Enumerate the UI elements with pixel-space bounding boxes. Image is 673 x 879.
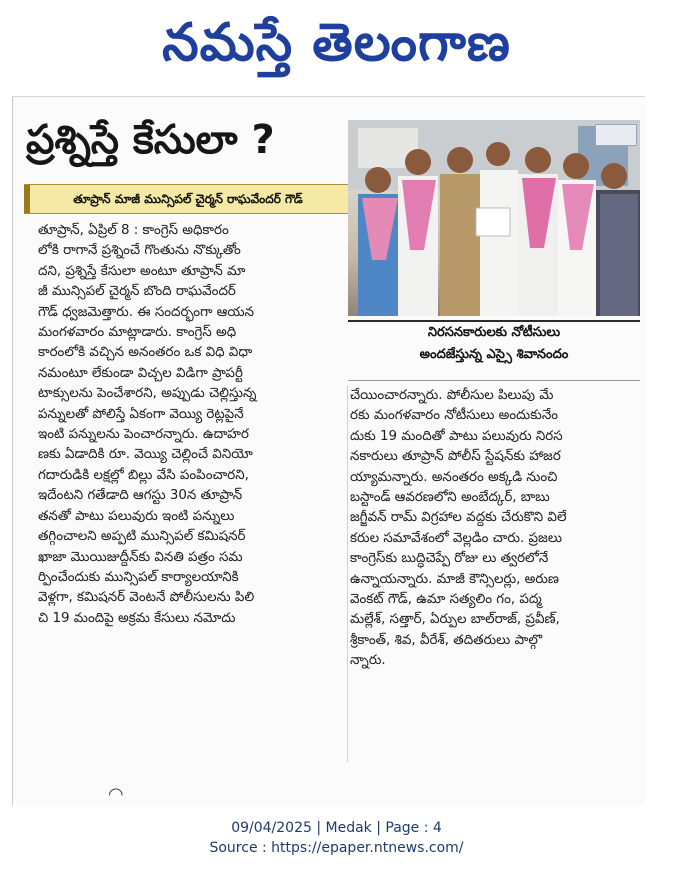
photo-caption bbox=[348, 320, 640, 381]
article-line: గౌడ్ ధ్వజమెత్తారు. ఈ సందర్భంగా ఆయన bbox=[38, 304, 254, 320]
column-divider bbox=[347, 386, 348, 762]
page-footer bbox=[0, 818, 673, 858]
article-line: న్నారు. bbox=[350, 653, 386, 669]
article-line: జీ మున్సిపల్ చైర్మన్ బొంది రాఘవేందర్ bbox=[38, 284, 236, 300]
article-line: ర్పించేందుకు మున్సిపల్ కార్యాలయానికి bbox=[38, 569, 239, 585]
news-photo-illustration bbox=[348, 120, 640, 316]
article-line: నకారులు తూప్రాన్ పోలీస్ స్టేషన్‌కు హాజర bbox=[350, 449, 561, 465]
article-line: ఖాజా మొయిజుద్దీన్‌కు వినతి పత్రం సమ bbox=[38, 549, 243, 565]
photo-caption-line: అందజేస్తున్న ఎస్సై శివానందం bbox=[419, 347, 569, 362]
article-line: కాంగ్రెస్‌కు బుద్ధిచెప్పే రోజు లు త్వరలోనే bbox=[350, 551, 549, 567]
article-line: కరుల సమావేశంలో వెల్లడిం చారు. ప్రజలు bbox=[350, 530, 562, 546]
article-line: తగ్గించాలని అప్పటి మున్సిపల్ కమిషనర్ bbox=[38, 529, 246, 545]
article-headline: ప్రశ్నిస్తే కేసులా ? bbox=[26, 117, 275, 163]
article-line: దుకు 19 మందితో పాటు పలువురు నిరస bbox=[350, 428, 563, 444]
article-line: పన్నులతో పోలిస్తే ఏకంగా వెయ్యి రెట్లపైనే bbox=[38, 406, 244, 422]
clipped-next-article-fragment: ◠ bbox=[108, 788, 124, 802]
article-line: తనతో పాటు పలువురు ఇంటి పన్నులు bbox=[38, 508, 235, 524]
article-line: ఇంటి పన్నులను పెంచారన్నారు. ఉదాహర bbox=[38, 427, 249, 443]
article-line: తూప్రాన్, ఏప్రిల్ 8 : కాంగ్రెస్ అధికారం bbox=[38, 223, 229, 238]
news-photo bbox=[348, 120, 640, 316]
article-line: నమంటూ లేకుండా విచ్చల విడిగా ప్రాపర్టీ bbox=[38, 365, 243, 381]
article-line: య్యామన్నారు. అనంతరం అక్కడి నుంచి bbox=[350, 469, 558, 485]
article-line: చేయించారన్నారు. పోలీసుల పిలుపు మే bbox=[350, 388, 554, 403]
article-line: మంగళవారం మాట్లాడారు. కాంగ్రెస్ అధి bbox=[38, 325, 237, 341]
article-line: ఇదేంటని గతేడాది ఆగస్టు 30న తూప్రాన్ bbox=[38, 488, 243, 504]
article-subhead: తూప్రాన్ మాజీ మున్సిపల్ చైర్మన్ రాఘవేందర్ గౌడ్ bbox=[24, 184, 352, 214]
article-column-left bbox=[38, 221, 343, 629]
article-line: దని, ప్రశ్నిస్తే కేసులా అంటూ తూప్రాన్ మా bbox=[38, 263, 246, 279]
article-line: గదారుడికి లక్షల్లో బిల్లు వేసి పంపించారని, bbox=[38, 467, 249, 483]
article-line: రకు మంగళవారం నోటీసులు అందుకునేం bbox=[350, 408, 559, 424]
article-line: చి 19 మందిపై అక్రమ కేసులు నమోదు bbox=[38, 610, 236, 626]
article-line: జగ్జీవన్ రామ్ విగ్రహాల వద్దకు చేరుకొని విలే bbox=[350, 510, 567, 526]
article-line: ఉన్నాయన్నారు. మాజీ కౌన్సిలర్లు, అరుణ bbox=[350, 571, 559, 587]
article-line: వెళ్లగా, కమిషనర్ వెంటనే పోలీసులను పిలి bbox=[38, 590, 255, 606]
article-line: మల్లేశ్, సత్తార్, ఏర్పుల బాల్‌రాజ్, ప్రవీణ్, bbox=[350, 612, 560, 628]
article-line: లోకి రాగానే ప్రశ్నించే గొంతును నొక్కుతోం bbox=[38, 243, 241, 259]
footer-date-edition: 09/04/2025 | Medak | Page : 4 bbox=[231, 820, 442, 836]
article-line: టాక్సులను పెంచేశారని, అప్పుడు చెల్లిస్తున్న bbox=[38, 386, 257, 402]
article-column-right bbox=[350, 386, 640, 672]
masthead-title: నమస్తే తెలంగాణ bbox=[162, 13, 511, 73]
article-line: కారంలోకి వచ్చిన అనంతరం ఒక విధి విధా bbox=[38, 345, 253, 361]
photo-background-sign bbox=[595, 124, 637, 146]
footer-source-link[interactable]: Source : https://epaper.ntnews.com/ bbox=[209, 840, 464, 856]
article-line: బస్టాండ్ ఆవరణలోని అంబేద్కర్, బాబు bbox=[350, 490, 550, 506]
article-line: వెంకట్ గౌడ్, ఉమా సత్యలిం గం, పద్మ bbox=[350, 592, 542, 608]
photo-caption-line: నిరసనకారులకు నోటీసులు bbox=[427, 325, 561, 340]
article-line: ణకు ఏడాదికి రూ. వెయ్యి చెల్లించే వినియో bbox=[38, 447, 253, 463]
article-line: శ్రీకాంత్, శివ, వీరేశ్, తదితరులు పాల్గొ bbox=[350, 632, 543, 648]
